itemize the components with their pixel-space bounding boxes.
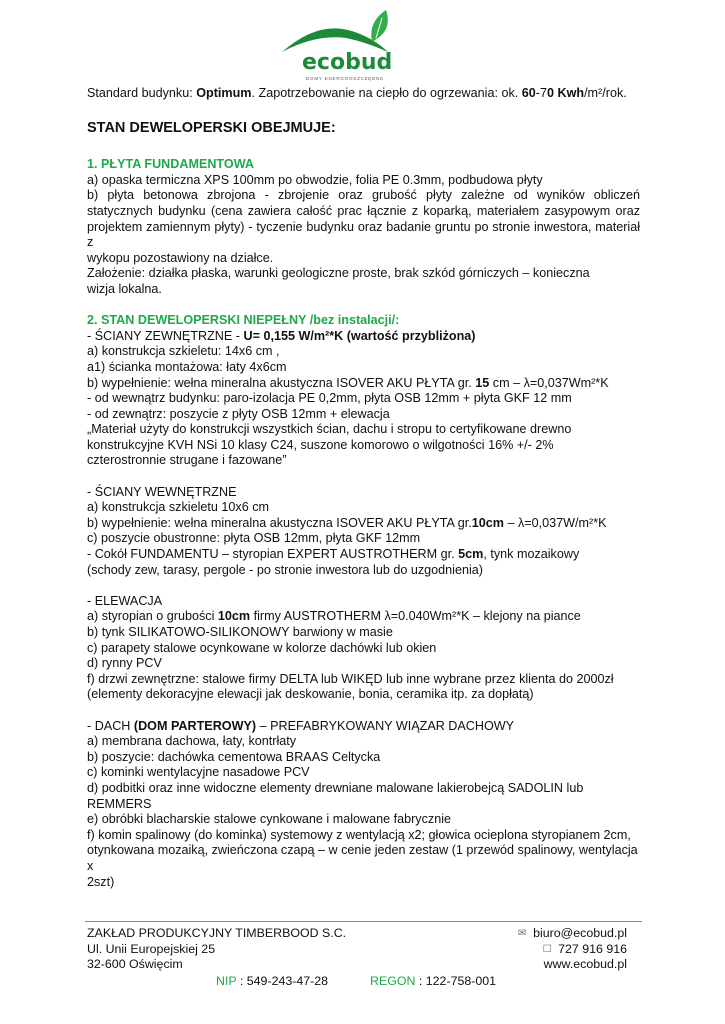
inner-walls-line: a) konstrukcja szkieletu 10x6 cm [87,500,269,515]
section-2-title: 2. STAN DEWELOPERSKI NIEPEŁNY /bez instalacji/: [87,313,400,328]
footer-divider [85,921,642,922]
facade-line: b) tynk SILIKATOWO-SILIKONOWY barwiony w masie [87,625,393,639]
roof-line: REMMERS [87,796,152,811]
facade-heading: - ELEWACJA [87,593,163,608]
website-row[interactable] [517,957,627,973]
s2-line: czterostronnie strugane i fazowane” [87,453,287,468]
footer-address [87,926,346,973]
phone-row[interactable] [517,942,627,958]
inner-walls-line: - Cokół FUNDAMENTU – styropian EXPERT AUSTROTHERM gr. 5cm, tynk mozaikowy [87,547,580,562]
nip: NIP : 549-243-47-28 [216,974,329,988]
roof-line: b) poszycie: dachówka cementowa BRAAS Celtycka [87,749,381,764]
document-body [87,86,640,890]
inner-walls-heading: - ŚCIANY WEWNĘTRZNE [87,484,237,499]
s2-line: „Materiał użyty do konstrukcji wszystkich ścian, dachu i stropu to certyfikowane drewno [87,422,572,437]
inner-walls-line: c) poszycie obustronne: płyta OSB 12mm, płyta GKF 12mm [87,531,421,546]
s2-line: a1) ścianka montażowa: łaty 4x6cm [87,359,287,374]
logo-wordmark: ecobud [302,50,393,75]
s2-line: konstrukcyjne KVH NSi 10 klasy C24, suszone komorowo o wilgotności 16% +/- 2% [87,437,554,452]
roof-line: otynkowana mozaiką, zwieńczona czapą – w cenie jeden zestaw (1 przewód spalinowy, wentylacja x [87,843,638,873]
s2-line: - od zewnątrz: poszycie z płyty OSB 12mm + elewacja [87,406,390,421]
inner-walls-line: (schody zew, tarasy, pergole - po stronie inwestora lub do uzgodnienia) [87,562,483,577]
ecobud-logo [276,8,406,84]
s2-line: a) konstrukcja szkieletu: 14x6 cm , [87,344,280,359]
street: Ul. Unii Europejskiej 25 [87,941,216,956]
roof-line: 2szt) [87,874,115,889]
phone-icon: ☐ [542,943,552,955]
regon: REGON : 122-758-001 [370,974,497,988]
standard-line: Standard budynku: Optimum. Zapotrzebowanie na ciepło do ogrzewania: ok. 60-70 Kwh/m²/rok. [87,86,627,100]
email-link[interactable]: biuro@ecobud.pl [533,926,627,940]
s2-walls-heading: - ŚCIANY ZEWNĘTRZNE - U= 0,155 W/m²*K (wartość przybliżona) [87,328,476,343]
s1-item-b2: wykopu pozostawiony na działce. [87,250,274,265]
company-name: ZAKŁAD PRODUKCYJNY TIMBERBOOD S.C. [87,926,347,940]
city: 32-600 Oświęcim [87,957,183,971]
roof-line: e) obróbki blacharskie stalowe cynkowane i malowane fabrycznie [87,812,452,827]
facade-line: (elementy dekoracyjne elewacji jak deskowanie, bonia, ceramika itp. za dopłatą) [87,687,534,702]
phone-number[interactable]: 727 916 916 [558,941,627,956]
roof-heading: - DACH (DOM PARTEROWY) – PREFABRYKOWANY WIĄZAR DACHOWY [87,718,515,733]
envelope-icon: ✉ [517,928,527,939]
s2-line: - od wewnątrz budynku: paro-izolacja PE 0,2mm, płyta OSB 12mm + płyta GKF 12 mm [87,391,572,406]
section-heading: STAN DEWELOPERSKI OBEJMUJE: [87,119,336,136]
facade-line: a) styropian o grubości 10cm firmy AUSTROTHERM λ=0.040Wm²*K – klejony na piance [87,609,581,624]
roof-line: f) komin spalinowy (do kominka) systemowy z wentylacją x2; głowica ocieplona styropianem 2cm, [87,827,631,842]
s1-assumption-2: wizja lokalna. [87,281,162,296]
s2-line: b) wypełnienie: wełna mineralna akustyczna ISOVER AKU PŁYTA gr. 15 cm – λ=0,037Wm²*K [87,375,609,390]
roof-line: d) podbitki oraz inne widoczne elementy drewniane malowane lakierobejcą SADOLIN lub [87,780,584,795]
facade-line: d) rynny PCV [87,656,162,671]
facade-line: c) parapety stalowe ocynkowane w kolorze dachówki lub okien [87,640,437,655]
website-link[interactable]: www.ecobud.pl [543,957,627,971]
logo-tagline: DOMY ENERGOOSZCZĘDNE [306,76,384,81]
facade-line: f) drzwi zewnętrzne: stalowe firmy DELTA lub WIKĘD lub inne wybrane przez klienta do 2000zł [87,671,614,686]
s1-assumption-1: Założenie: działka płaska, warunki geologiczne proste, brak szkód górniczych – konieczna [87,266,590,281]
footer-contact [517,926,627,973]
roof-line: a) membrana dachowa, łaty, kontrłaty [87,734,297,749]
s1-item-a: a) opaska termiczna XPS 100mm po obwodzie, folia PE 0.3mm, podbudowa płyty [87,172,543,187]
s1-item-b: b) płyta betonowa zbrojona - zbrojenie oraz grubość płyty zależne od wyników obliczeń statycznych budynku (cena zawiera całość prac łącznie z koparką, materiałem zasypowym oraz projektem zamiennym płyty) - tyczenie budynku oraz badanie gruntu po stronie inwestora, materiał z [87,188,640,250]
section-1-title: 1. PŁYTA FUNDAMENTOWA [87,157,254,172]
email-row[interactable] [517,926,627,942]
inner-walls-line: b) wypełnienie: wełna mineralna akustyczna ISOVER AKU PŁYTA gr.10cm – λ=0,037W/m²*K [87,515,607,530]
roof-line: c) kominki wentylacyjne nasadowe PCV [87,765,310,780]
